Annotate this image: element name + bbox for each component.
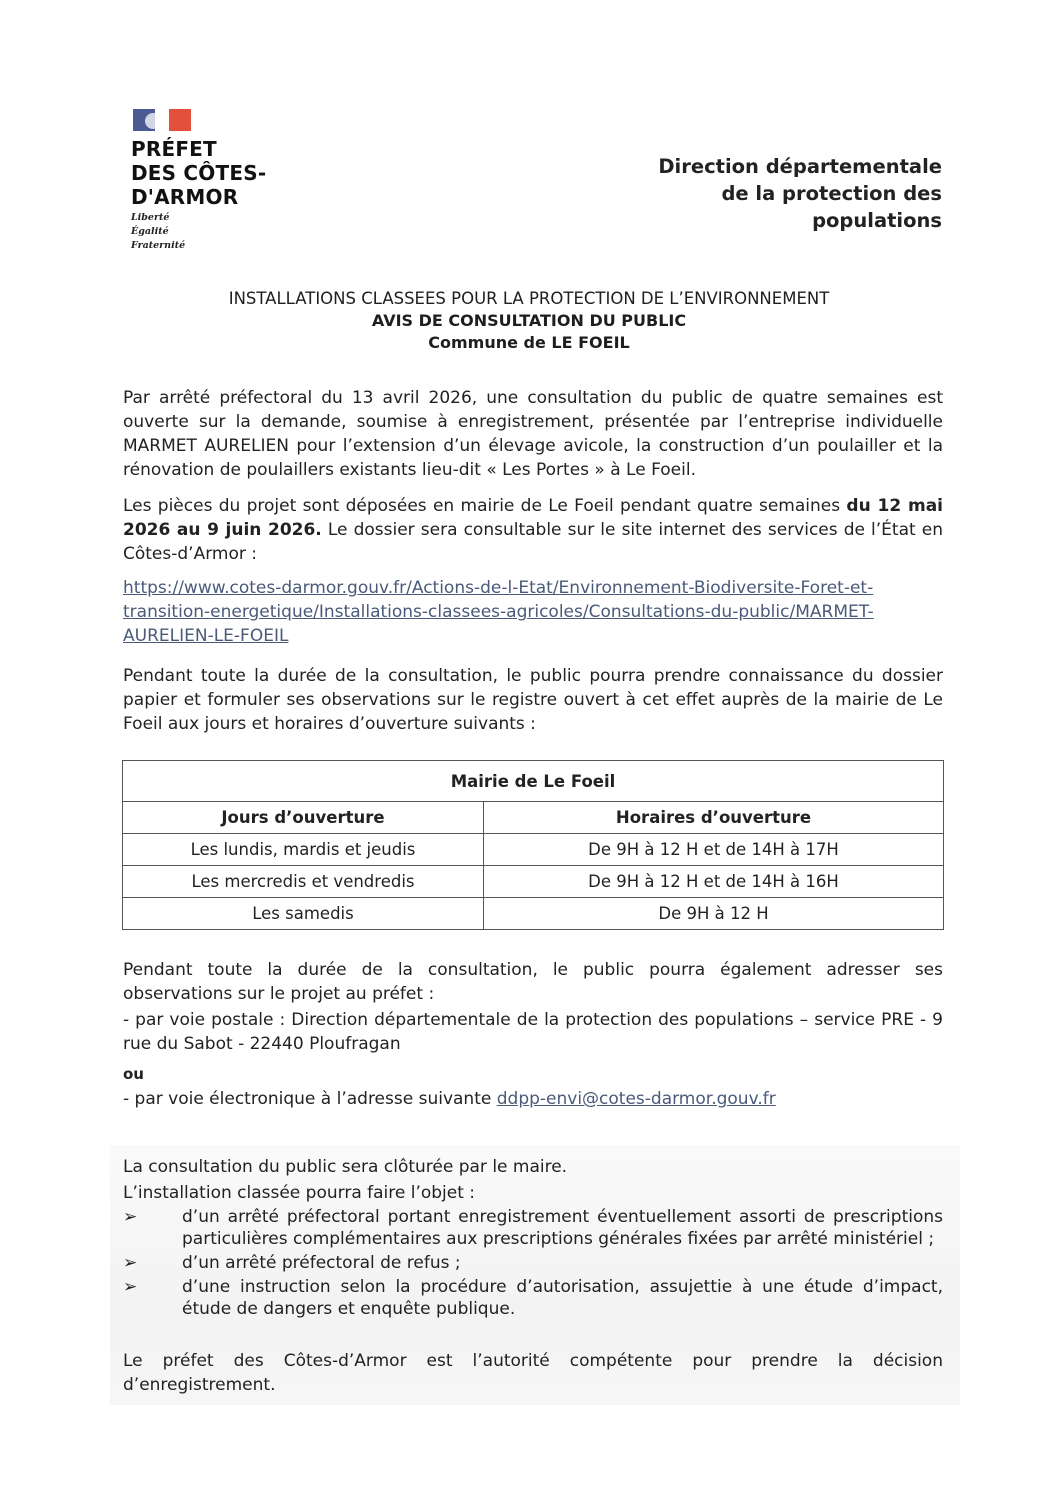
days-cell: Les samedis — [123, 898, 484, 930]
motto-fraternite: Fraternité — [131, 240, 186, 251]
notice-title: AVIS DE CONSULTATION DU PUBLIC — [371, 311, 687, 330]
consultation-dates: du 12 mai 2026 au 9 juin 2026. — [123, 496, 943, 540]
opening-hours-table — [122, 760, 944, 930]
flag-red-stripe — [169, 109, 191, 131]
marianne-flag-icon — [133, 109, 191, 131]
prefecture-name — [131, 137, 266, 209]
url-line-1: https://www.cotes-darmor.gouv.fr/Actions-de-l-Etat/Environnement-Biodiversite-Foret-et- — [123, 578, 874, 598]
commune-title: Commune de LE FOEIL — [428, 333, 630, 352]
service-line-2: de la protection des — [721, 182, 942, 205]
prefecture-line-1: PRÉFET — [131, 137, 217, 161]
arrow-bullet-icon: ➢ — [123, 1207, 138, 1227]
list-item-text: d’un arrêté préfectoral portant enregistrement éventuellement assorti de prescriptions particulières complémentaires aux prescriptions générales fixées par arrêté ministériel ; — [182, 1207, 943, 1249]
document-titles — [100, 288, 958, 354]
table-row — [123, 834, 944, 866]
prefecture-line-2: DES CÔTES- — [131, 161, 267, 185]
category-title: INSTALLATIONS CLASSEES POUR LA PROTECTION DE L’ENVIRONNEMENT — [228, 289, 830, 308]
dossier-text-end: Le dossier sera consultable sur le site internet des services de l’État en Côtes-d’Armor : — [123, 520, 943, 564]
motto-liberte: Liberté — [131, 212, 170, 223]
column-header-hours: Horaires d’ouverture — [484, 802, 944, 834]
outcomes-intro: L’installation classée pourra faire l’objet : — [123, 1183, 476, 1203]
email-line — [123, 1087, 943, 1111]
postal-address: - par voie postale : Direction départementale de la protection des populations – service PRE - 9 rue du Sabot - 22440 Ploufragan — [123, 1010, 943, 1054]
project-url[interactable] — [123, 576, 943, 648]
competent-authority: Le préfet des Côtes-d’Armor est l’autorité compétente pour prendre la décision d’enregistrement. — [123, 1351, 943, 1395]
issuing-service — [658, 153, 942, 234]
table-row — [123, 898, 944, 930]
url-line-3: AURELIEN-LE-FOEIL — [123, 626, 289, 646]
paragraph-dossier — [123, 494, 943, 566]
table-row — [123, 866, 944, 898]
paragraph-decree: Par arrêté préfectoral du 13 avril 2026, une consultation du public de quatre semaines est ouverte sur la demande, soumise à enregistrement, présentée par l’entreprise individuelle MARMET AURELIEN pour l’extension d’un élevage avicole, la construction d’un poulailler et la rénovation de poulaillers existants lieu-dit « Les Portes » à Le Foeil. — [123, 388, 943, 480]
list-item-text: d’une instruction selon la procédure d’autorisation, assujettie à une étude d’impact, étude de dangers et enquête publique. — [182, 1277, 943, 1319]
email-intro: - par voie électronique à l’adresse suivante — [123, 1089, 497, 1109]
url-line-2: transition-energetique/Installations-classees-agricoles/Consultations-du-public/MARMET- — [123, 602, 874, 622]
paragraph-register: Pendant toute la durée de la consultation, le public pourra prendre connaissance du dossier papier et formuler ses observations sur le registre ouvert à cet effet auprès de la mairie de Le Foeil aux jours et horaires d’ouverture suivants : — [123, 666, 943, 734]
marianne-profile-icon — [145, 113, 161, 129]
list-item — [123, 1252, 943, 1274]
prefecture-line-3: D'ARMOR — [131, 185, 239, 209]
table-title: Mairie de Le Foeil — [123, 761, 944, 802]
list-item-text: d’un arrêté préfectoral de refus ; — [182, 1253, 461, 1273]
outcomes-list — [123, 1206, 943, 1322]
hours-cell: De 9H à 12 H et de 14H à 17H — [484, 834, 944, 866]
paragraph-prefect-observations: Pendant toute la durée de la consultation, le public pourra également adresser ses observations sur le projet au préfet : — [123, 960, 943, 1004]
days-cell: Les mercredis et vendredis — [123, 866, 484, 898]
arrow-bullet-icon: ➢ — [123, 1277, 138, 1297]
list-item — [123, 1206, 943, 1250]
closure-statement: La consultation du public sera clôturée par le maire. — [123, 1157, 568, 1177]
list-item — [123, 1276, 943, 1320]
service-line-1: Direction départementale — [658, 155, 942, 178]
days-cell: Les lundis, mardis et jeudis — [123, 834, 484, 866]
service-line-3: populations — [812, 209, 942, 232]
project-url-link[interactable] — [123, 578, 874, 646]
hours-cell: De 9H à 12 H — [484, 898, 944, 930]
motto-egalite: Égalité — [131, 226, 169, 237]
column-header-days: Jours d’ouverture — [123, 802, 484, 834]
arrow-bullet-icon: ➢ — [123, 1253, 138, 1273]
or-separator: ou — [123, 1065, 144, 1083]
republic-motto — [131, 211, 185, 253]
hours-cell: De 9H à 12 H et de 14H à 16H — [484, 866, 944, 898]
dossier-text-start: Les pièces du projet sont déposées en mairie de Le Foeil pendant quatre semaines — [123, 496, 847, 516]
email-link[interactable]: ddpp-envi@cotes-darmor.gouv.fr — [496, 1089, 776, 1109]
